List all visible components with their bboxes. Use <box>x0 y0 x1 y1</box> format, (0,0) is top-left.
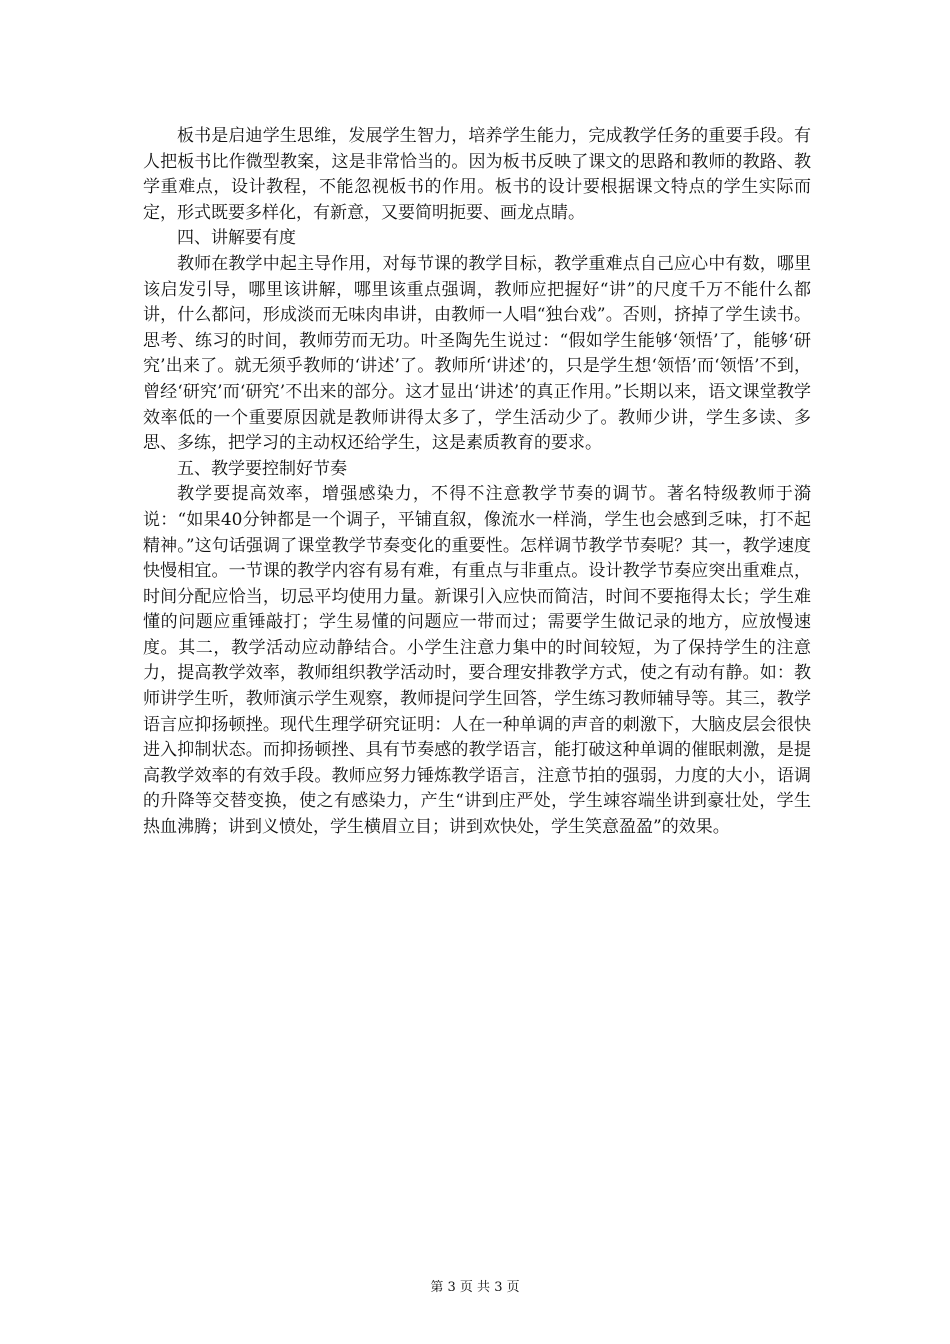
document-body <box>143 124 811 841</box>
section-heading-five: 五、教学要控制好节奏 <box>177 458 347 479</box>
paragraph-explanation-degree: 教师在教学中起主导作用，对每节课的教学目标，教学重难点自己应心中有数，哪里该启发引导，哪里该讲解，哪里该重点强调，教师应把握好“讲”的尺度千万不能什么都讲，什么都问，形成淡而无味肉串讲，由教师一人唱“独台戏”。否则，挤掉了学生读书。思考、练习的时间，教师劳而无功。叶圣陶先生说过：“假如学生能够‘领悟’了，能够‘研究’出来了。就无须乎教师的‘讲述’了。教师所‘讲述’的，只是学生想‘领悟’而‘领悟’不到，曾经‘研究’而‘研究’不出来的部分。这才显出‘讲述’的真正作用。”长期以来，语文课堂教学效率低的一个重要原因就是教师讲得太多了，学生活动少了。教师少讲，学生多读、多思、多练，把学习的主动权还给学生，这是素质教育的要求。 <box>143 253 811 454</box>
section-heading-four: 四、讲解要有度 <box>177 228 296 249</box>
paragraph-teaching-rhythm: 教学要提高效率，增强感染力，不得不注意教学节奏的调节。著名特级教师于漪说：“如果40分钟都是一个调子，平铺直叙，像流水一样淌，学生也会感到乏味，打不起精神。”这句话强调了课堂教学节奏变化的重要性。怎样调节教学节奏呢？其一，教学速度快慢相宜。一节课的教学内容有易有难，有重点与非重点。设计教学节奏应突出重难点，时间分配应恰当，切忌平均使用力量。新课引入应快而简洁，时间不要拖得太长；学生难懂的问题应重锤敲打；学生易懂的问题应一带而过；需要学生做记录的地方，应放慢速度。其二，教学活动应动静结合。小学生注意力集中的时间较短，为了保持学生的注意力，提高教学效率，教师组织教学活动时，要合理安排教学方式，使之有动有静。如：教师讲学生听，教师演示学生观察，教师提问学生回答，学生练习教师辅导等。其三，教学语言应抑扬顿挫。现代生理学研究证明：人在一种单调的声音的刺激下，大脑皮层会很快进入抑制状态。而抑扬顿挫、具有节奏感的教学语言，能打破这种单调的催眠刺激，是提高教学效率的有效手段。教师应努力锤炼教学语言，注意节拍的强弱，力度的大小，语调的升降等交替变换，使之有感染力，产生“讲到庄严处，学生竦容端坐讲到豪壮处，学生热血沸腾；讲到义愤处，学生横眉立目；讲到欢快处，学生笑意盈盈”的效果。 <box>143 484 811 838</box>
paragraph-blackboard-writing: 板书是启迪学生思维，发展学生智力，培养学生能力，完成教学任务的重要手段。有人把板书比作微型教案，这是非常恰当的。因为板书反映了课文的思路和教师的教路、教学重难点，设计教程，不能忽视板书的作用。板书的设计要根据课文特点的学生实际而定，形式既要多样化，有新意，又要简明扼要、画龙点睛。 <box>143 126 811 223</box>
page-number-footer: 第 3 页 共 3 页 <box>430 1280 520 1295</box>
